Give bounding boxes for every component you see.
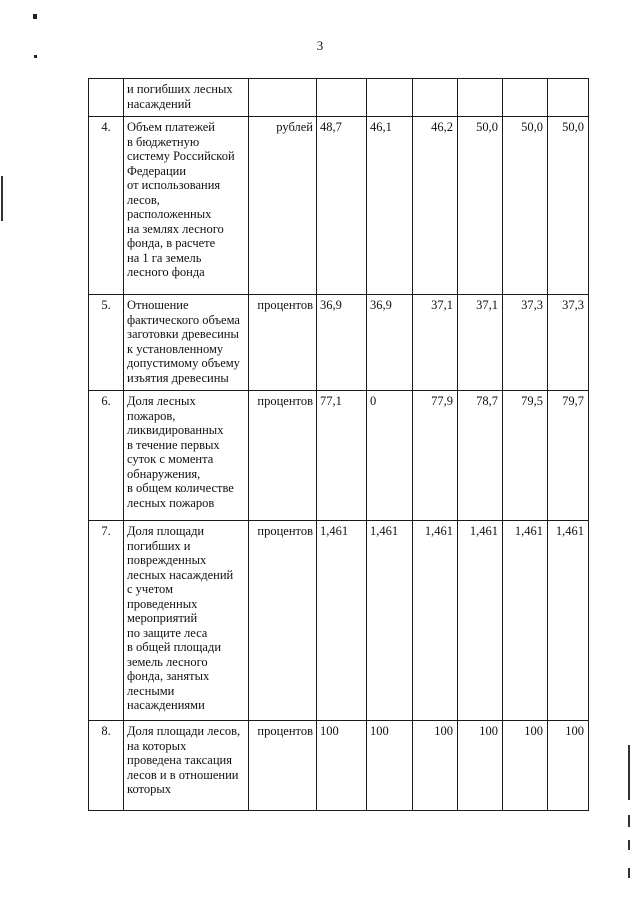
row-number-cell: 8. [89,721,124,811]
indicator-text-line: на землях лесного [127,221,224,236]
indicator-text-line: в общей площади [127,640,222,654]
value-cell [413,79,458,117]
value-cell: 46,1 [367,117,413,295]
value-cell: 37,1 [458,295,503,391]
indicator-text-line: изъятия древесины [127,370,229,385]
value-cell [317,79,367,117]
value-cell: 0 [367,391,413,521]
indicator-text-line: в бюджетную [127,134,200,149]
indicator-cell [124,117,249,295]
indicator-text-line: фактического объема [127,312,240,327]
page-number: 3 [316,38,324,53]
table-row [89,721,589,811]
row-number-cell: 5. [89,295,124,391]
value-cell: 79,7 [548,391,589,521]
indicator-text-line: насаждениями [127,698,205,712]
value-cell: 48,7 [317,117,367,295]
indicator-text-line: фонда, занятых [127,669,210,683]
indicator-text-line: лесов, [127,192,160,207]
indicator-cell [124,391,249,521]
indicator-cell [124,295,249,391]
value-cell: 100 [458,721,503,811]
indicator-text-line: и погибших лесных [127,82,233,96]
indicator-text-line: проведенных [127,596,198,611]
scan-edge-mark [1,176,3,221]
value-cell: 1,461 [413,521,458,721]
indicator-text-line: от использования [127,178,221,192]
table-row [89,521,589,721]
table-row [89,391,589,521]
value-cell: 77,9 [413,391,458,521]
unit-cell: процентов [249,521,317,721]
indicator-text-line: с учетом [127,582,173,596]
indicator-cell [124,721,249,811]
indicator-cell [124,521,249,721]
value-cell: 79,5 [503,391,548,521]
indicator-text-line: лесного фонда [127,265,205,279]
indicator-text-line: лесных насаждений [127,567,234,582]
value-cell: 50,0 [503,117,548,295]
scan-edge-mark [628,815,630,827]
scan-speck [33,14,37,19]
indicator-text-line: допустимому объему [127,356,240,370]
value-cell: 1,461 [367,521,413,721]
value-cell: 100 [413,721,458,811]
table-row [89,79,589,117]
indicator-text-line: Доля лесных [127,394,196,408]
indicator-text-line: в течение первых [127,437,220,452]
scan-edge-mark [628,840,630,850]
indicator-text-line: лесными [127,683,175,698]
unit-cell: рублей [249,117,317,295]
value-cell: 100 [548,721,589,811]
unit-cell: процентов [249,391,317,521]
indicator-text-line: на которых [127,738,187,753]
value-cell: 37,1 [413,295,458,391]
indicator-text-line: фонда, в расчете [127,236,216,250]
indicator-text-line: на 1 га земель [127,250,202,265]
scan-edge-mark [628,745,630,800]
value-cell [458,79,503,117]
row-number-cell: 6. [89,391,124,521]
indicator-text-line: проведена таксация [127,753,232,767]
indicator-text-line: Федерации [127,163,187,178]
indicator-text-line: обнаружения, [127,466,201,481]
indicator-text-line: заготовки древесины [127,327,239,341]
indicator-text-line: земель лесного [127,654,208,669]
indicator-text-line: которых [127,782,171,796]
indicator-text-line: Отношение [127,298,189,312]
value-cell: 1,461 [503,521,548,721]
indicator-text-line: Доля площади [127,524,205,538]
value-cell: 36,9 [367,295,413,391]
unit-cell [249,79,317,117]
table-row [89,295,589,391]
indicator-text-line: Объем платежей [127,120,215,134]
unit-cell: процентов [249,295,317,391]
value-cell: 36,9 [317,295,367,391]
value-cell: 37,3 [548,295,589,391]
indicators-table-body [89,79,589,811]
row-number-cell: 7. [89,521,124,721]
value-cell: 50,0 [458,117,503,295]
indicator-text-line: насаждений [127,96,192,111]
value-cell: 100 [503,721,548,811]
indicator-text-line: расположенных [127,207,212,221]
indicator-cell [124,79,249,117]
value-cell: 1,461 [317,521,367,721]
value-cell: 37,3 [503,295,548,391]
indicator-text-line: к установленному [127,341,224,356]
indicator-text-line: по защите леса [127,625,208,640]
value-cell: 100 [317,721,367,811]
table-row [89,117,589,295]
indicator-text-line: систему Российской [127,149,235,163]
value-cell: 46,2 [413,117,458,295]
value-cell [367,79,413,117]
value-cell: 100 [367,721,413,811]
indicator-text-line: ликвидированных [127,423,224,437]
value-cell [548,79,589,117]
indicator-text-line: суток с момента [127,452,214,466]
row-number-cell [89,79,124,117]
scan-speck [34,55,37,58]
value-cell: 1,461 [548,521,589,721]
indicator-text-line: лесных пожаров [127,495,215,510]
value-cell: 77,1 [317,391,367,521]
indicator-text-line: в общем количестве [127,481,234,495]
indicators-table [88,78,589,811]
scan-edge-mark [628,868,630,878]
row-number-cell: 4. [89,117,124,295]
unit-cell: процентов [249,721,317,811]
indicator-text-line: пожаров, [127,408,176,423]
indicator-text-line: мероприятий [127,611,198,625]
indicator-text-line: лесов и в отношении [127,767,239,782]
value-cell: 1,461 [458,521,503,721]
value-cell [503,79,548,117]
indicator-text-line: поврежденных [127,553,207,567]
value-cell: 78,7 [458,391,503,521]
indicator-text-line: погибших и [127,538,191,553]
value-cell: 50,0 [548,117,589,295]
indicator-text-line: Доля площади лесов, [127,724,241,738]
